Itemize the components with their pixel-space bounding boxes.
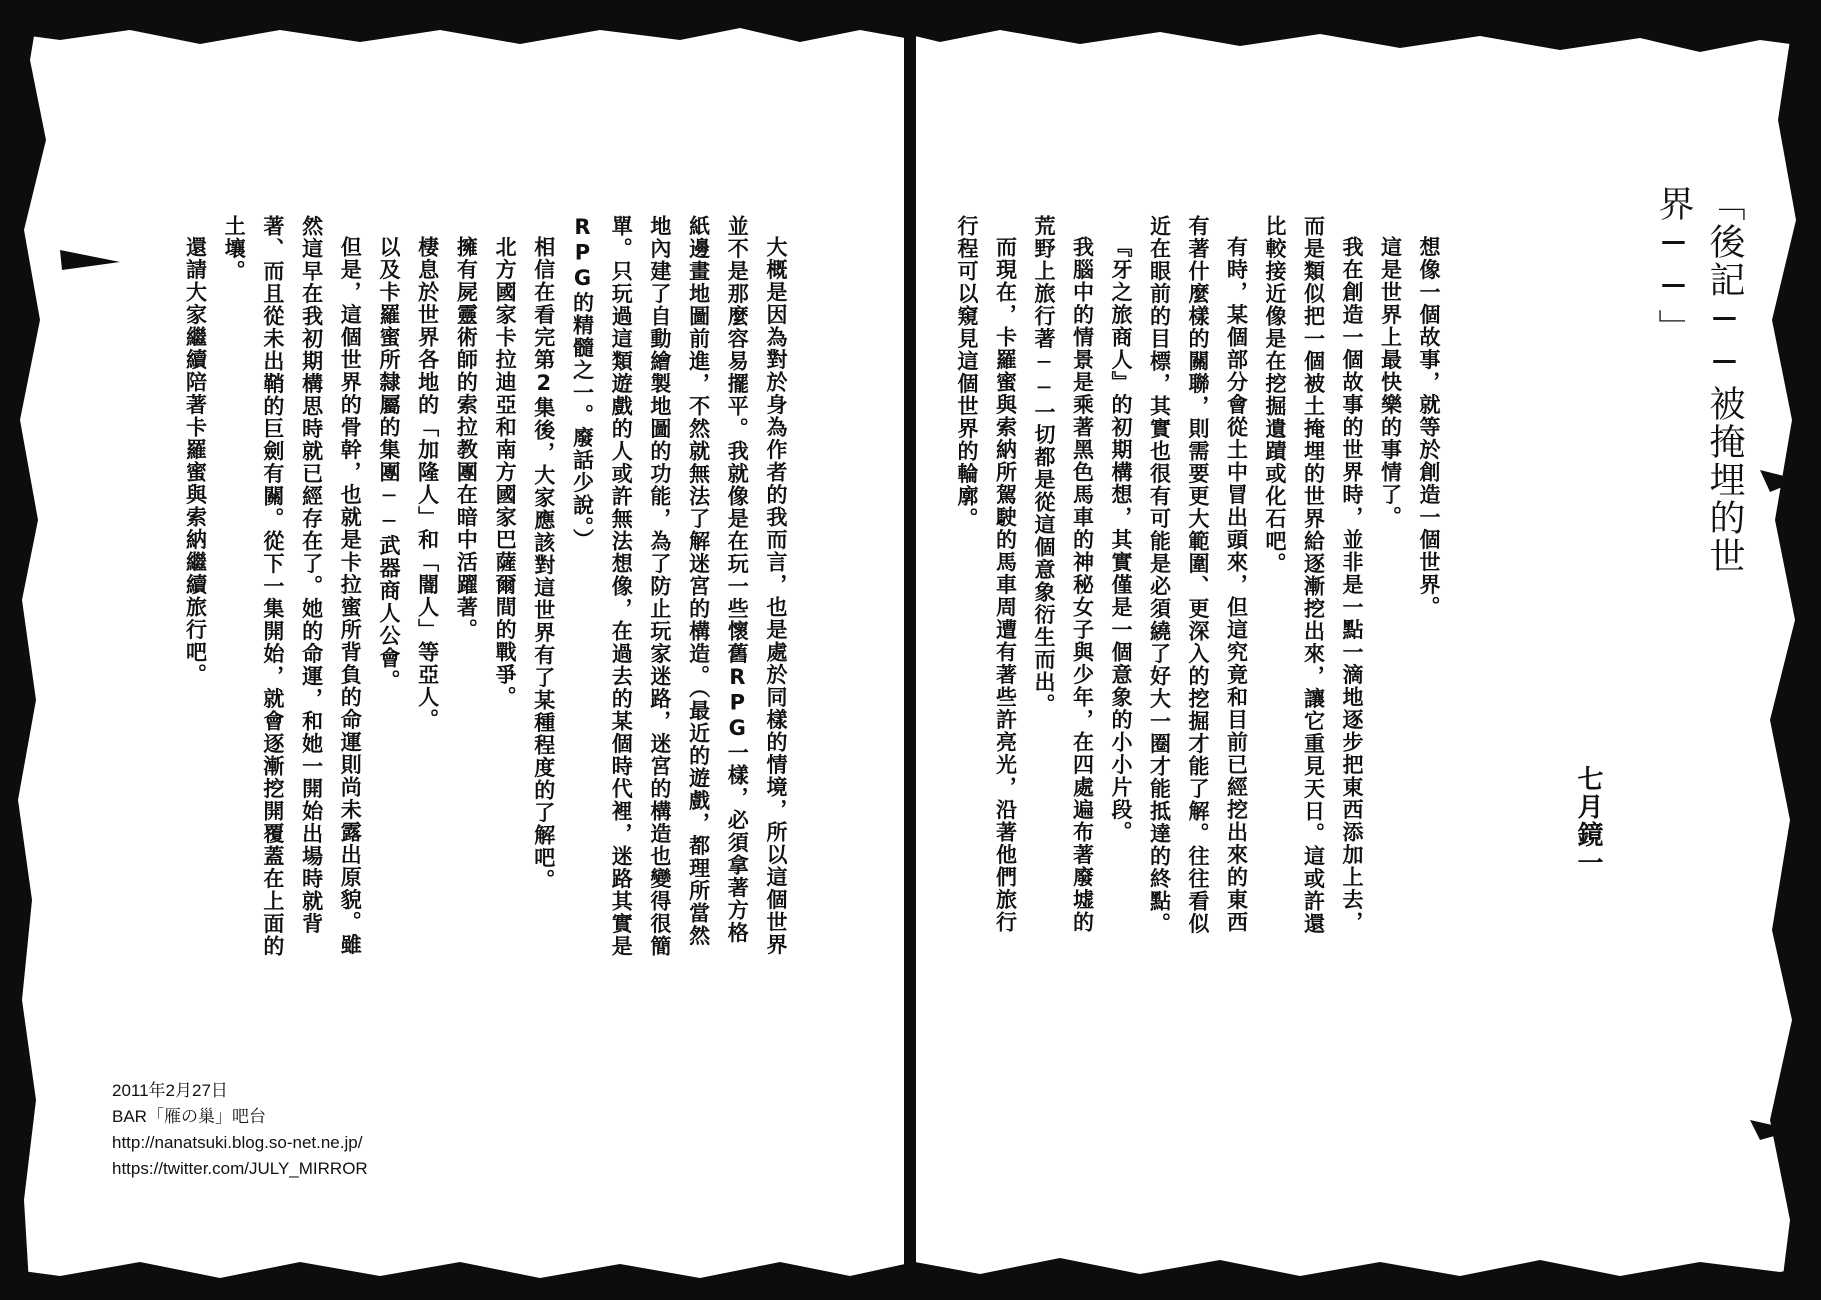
colophon-place: BAR「雁の巢」吧台 bbox=[112, 1107, 266, 1126]
author-name: 七月鏡一 bbox=[1573, 765, 1603, 877]
right-page-body bbox=[955, 215, 1448, 955]
colophon-date: 2011年2月27日 bbox=[112, 1081, 228, 1100]
paragraph: 相信在看完第2集後，大家應該對這世界有了某種程度的了解吧。 bbox=[531, 236, 556, 892]
paragraph: 而現在，卡羅蜜與索納所駕駛的馬車周遭有著些許亮光，沿著他們旅行行程可以窺見這個世界的輪廓。 bbox=[955, 215, 1018, 934]
paragraph: 『牙之旅商人』的初期構想，其實僅是一個意象的小小片段。 bbox=[1109, 236, 1133, 844]
paragraph: 但是，這個世界的骨幹，也就是卡拉蜜所背負的命運則尚未露出原貌。雖然這早在我初期構思時就已經存在了。她的命運，和她一開始出場時就背著、而且從未出鞘的巨劍有關。從下一集開始，就會逐漸挖開覆蓋在上面的土壤。 bbox=[222, 215, 363, 958]
paragraph: 還請大家繼續陪著卡羅蜜與索納繼續旅行吧。 bbox=[183, 236, 208, 686]
colophon-blog-link[interactable]: http://nanatsuki.blog.so-net.ne.jp/ bbox=[112, 1133, 363, 1152]
afterword-title: 「後記──被掩埋的世界──」 bbox=[1653, 185, 1745, 575]
paragraph: 擁有屍靈術師的索拉教團在暗中活躍著。 bbox=[454, 236, 479, 641]
paragraph: 北方國家卡拉迪亞和南方國家巴薩爾間的戰爭。 bbox=[493, 236, 518, 709]
paragraph: 有時，某個部分會從土中冒出頭來，但這究竟和目前已經挖出來的東西有著什麼樣的關聯，則需要更大範圍、更深入的挖掘才能了解。往往看似近在眼前的目標，其實也很有可能是必須繞了好大一圈才能抵達的終點。 bbox=[1147, 215, 1249, 935]
paragraph: 以及卡羅蜜所隸屬的集團──武器商人公會。 bbox=[376, 236, 401, 692]
paragraph: 我腦中的情景是乘著黑色馬車的神秘女子與少年，在四處遍布著廢墟的荒野上旅行著──一切都是從這個意象衍生而出。 bbox=[1032, 215, 1095, 934]
left-page-body bbox=[175, 215, 795, 960]
paragraph: 我在創造一個故事的世界時，並非是一點一滴地逐步把東西添加上去，而是類似把一個被土掩埋的世界給逐漸挖出來，讓它重見天日。這或許還比較接近像是在挖掘遺蹟或化石吧。 bbox=[1263, 215, 1364, 935]
colophon-twitter-link[interactable]: https://twitter.com/JULY_MIRROR bbox=[112, 1159, 368, 1178]
colophon bbox=[112, 1078, 368, 1182]
paragraph: 想像一個故事，就等於創造一個世界。 bbox=[1417, 236, 1441, 619]
paragraph: 棲息於世界各地的「加隆人」和「闇人」等亞人。 bbox=[415, 236, 440, 731]
paragraph: 大概是因為對於身為作者的我而言，也是處於同樣的情境，所以這個世界並不是那麼容易擺平。我就像是在玩一些懷舊RPG一樣，必須拿著方格紙邊畫地圖前進，不然就無法了解迷宮的構造。（最近的遊戲，都理所當然地內建了自動繪製地圖的功能，為了防止玩家迷路，迷宮的構造也變得很簡單。只玩過這類遊戲的人或許無法想像，在過去的某個時代裡，迷路其實是RPG的精髓之一。廢話少說。） bbox=[570, 215, 788, 958]
paragraph: 這是世界上最快樂的事情了。 bbox=[1378, 236, 1403, 529]
